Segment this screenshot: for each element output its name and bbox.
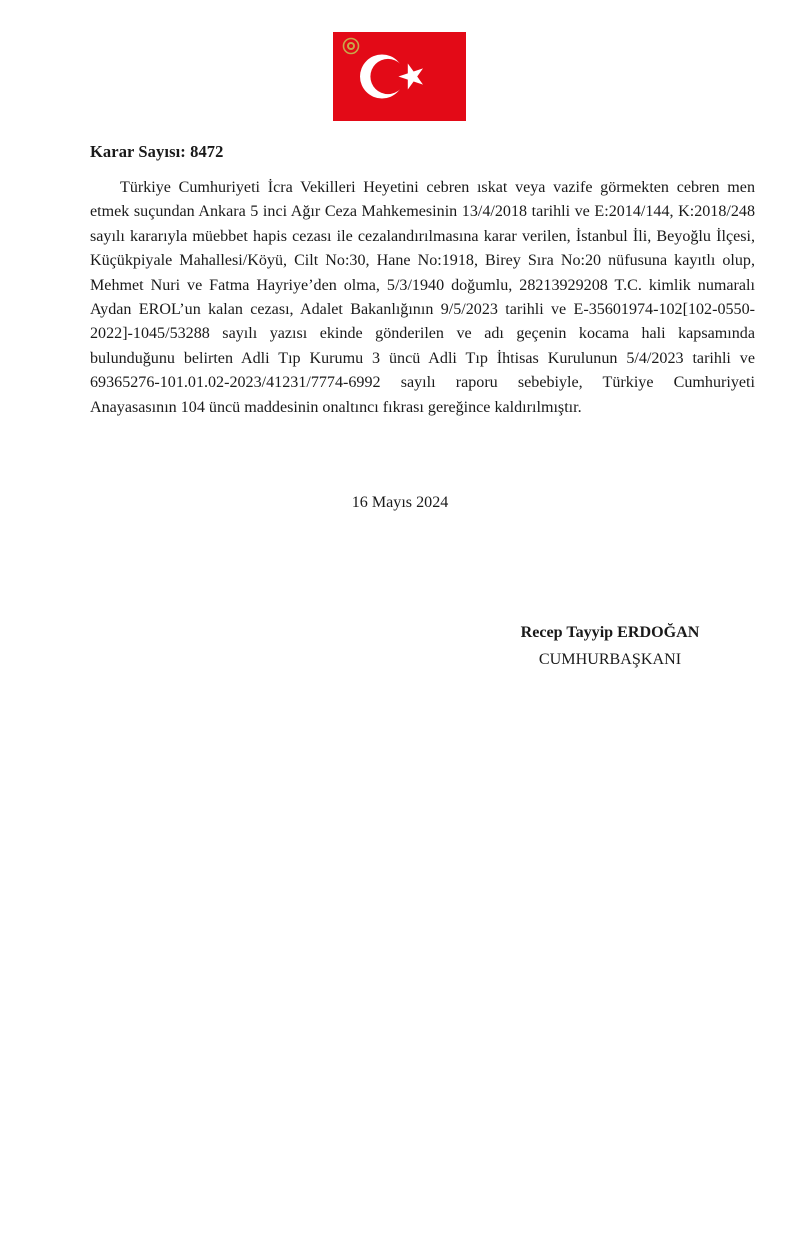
decision-body: Türkiye Cumhuriyeti İcra Vekilleri Heyetini cebren ıskat veya vazife görmekten cebren men etmek suçundan Ankara 5 inci Ağır Ceza Mahkemesinin 13/4/2018 tarihli ve E:2014/144, K:2018/248 sayılı kararıyla müebbet hapis cezası ile cezalandırılmasına karar verilen, İstanbul İli, Beyoğlu İlçesi, Küçükpiyale Mahallesi/Köyü, Cilt No:30, Hane No:1918, Birey Sıra No:20 nüfusuna kayıtlı olup, Mehmet Nuri ve Fatma Hayriye’den olma, 5/3/1940 doğumlu, 28213929208 T.C. kimlik numaralı Aydan EROL’un kalan cezası, Adalet Bakanlığının 9/5/2023 tarihli ve E-35601974-102[102-0550-2022]-1045/53288 sayılı yazısı ekinde gönderilen ve adı geçenin kocama hali kapsamında bulunduğunu belirten Adli Tıp Kurumu 3 üncü Adli Tıp İhtisas Kurulunun 5/4/2023 tarihli ve 69365276-101.01.02-2023/41231/7774-6992 sayılı raporu sebebiyle, Türkiye Cumhuriyeti Anayasasının 104 üncü maddesinin onaltıncı fıkrası gereğince kaldırılmıştır. <box>90 179 755 416</box>
turkish-flag-icon <box>333 32 466 121</box>
signer-title: CUMHURBAŞKANI <box>538 651 682 668</box>
signature-block <box>490 620 730 674</box>
decision-number: Karar Sayısı: 8472 <box>90 142 224 161</box>
decision-date: 16 Mayıs 2024 <box>351 494 449 511</box>
signer-name: Recep Tayyip ERDOĞAN <box>520 624 700 641</box>
